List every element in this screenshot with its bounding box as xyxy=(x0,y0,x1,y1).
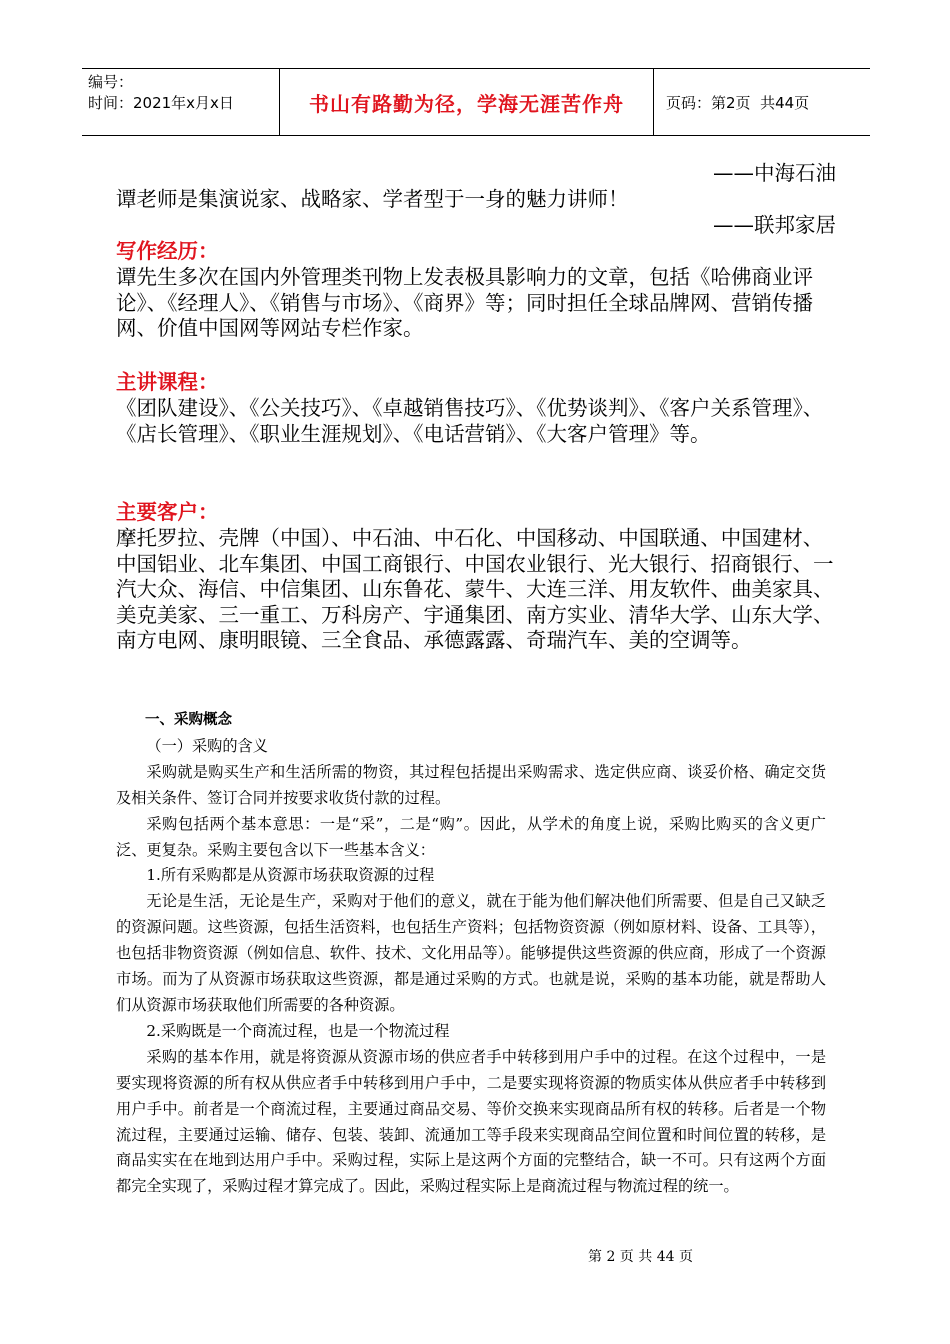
clients-body: 摩托罗拉、壳牌（中国）、中石油、中石化、中国移动、中国联通、中国建材、中国铝业、北车集团、中国工商银行、中国农业银行、光大银行、招商银行、一汽大众、海信、中信集团、山东鲁花、蒙牛、大连三洋、用友软件、曲美家具、美克美家、三一重工、万科房产、宇通集团、南方实业、清华大学、山东大学、南方电网、康明眼镜、三全食品、承德露露、奇瑞汽车、美的空调等。 xyxy=(116,526,834,653)
attribution-1: ——中海石油 xyxy=(713,161,836,185)
header-info-cell xyxy=(82,69,280,135)
time-label: 时间：2021年x月x日 xyxy=(88,94,234,112)
testimonial-quote: 谭老师是集演说家、战略家、学者型于一身的魅力讲师！ xyxy=(116,187,629,211)
paragraph: 采购就是购买生产和生活所需的物资，其过程包括提出采购需求、选定供应商、谈妥价格、确定交货及相关条件、签订合同并按要求收货付款的过程。 xyxy=(116,762,826,807)
courses-heading: 主讲课程： xyxy=(116,370,219,394)
writing-body: 谭先生多次在国内外管理类刊物上发表极具影响力的文章，包括《哈佛商业评论》、《经理人》、《销售与市场》、《商界》等；同时担任全球品牌网、营销传播网、价值中国网等网站专栏作家。 xyxy=(116,265,813,341)
clients-heading: 主要客户： xyxy=(116,500,219,524)
number-label: 编号： xyxy=(88,73,134,91)
point-heading: 2.采购既是一个商流过程，也是一个物流过程 xyxy=(146,1021,450,1040)
header-page-label: 页码：第2页 共44页 xyxy=(666,93,810,112)
page-header xyxy=(82,68,870,136)
page-footer: 第 2 页 共 44 页 xyxy=(588,1249,693,1265)
paragraph: 无论是生活，无论是生产，采购对于他们的意义，就在于能为他们解决他们所需要、但是自己又缺乏的资源问题。这些资源，包括生活资料，也包括生产资料；包括物资资源（例如原材料、设备、工具等），也包括非物资资源（例如信息、软件、技术、文化用品等）。能够提供这些资源的供应商，形成了一个资源市场。而为了从资源市场获取这些资源，都是通过采购的方式。也就是说，采购的基本功能，就是帮助人们从资源市场获取他们所需要的各种资源。 xyxy=(116,892,826,1014)
paragraph: 采购包括两个基本意思：一是“采”，二是“购”。因此，从学术的角度上说，采购比购买的含义更广泛、更复杂。采购主要包含以下一些基本含义： xyxy=(116,814,826,859)
header-motto: 书山有路勤为径，学海无涯苦作舟 xyxy=(280,69,654,135)
writing-heading: 写作经历： xyxy=(116,239,219,263)
attribution-2: ——联邦家居 xyxy=(713,213,836,237)
paragraph: 采购的基本作用，就是将资源从资源市场的供应者手中转移到用户手中的过程。在这个过程中，一是要实现将资源的所有权从供应者手中转移到用户手中，二是要实现将资源的物质实体从供应者手中转移到用户手中。前者是一个商流过程，主要通过商品交易、等价交换来实现商品所有权的转移。后者是一个物流过程，主要通过运输、储存、包装、装卸、流通加工等手段来实现商品空间位置和时间位置的转移，是商品实实在在地到达用户手中。采购过程，实际上是这两个方面的完整结合，缺一不可。只有这两个方面都完全实现了，采购过程才算完成了。因此，采购过程实际上是商流过程与物流过程的统一。 xyxy=(116,1047,826,1196)
article-body xyxy=(116,708,826,1200)
subsection-title: （一）采购的含义 xyxy=(146,736,268,755)
courses-body: 《团队建设》、《公关技巧》、《卓越销售技巧》、《优势谈判》、《客户关系管理》、《店长管理》、《职业生涯规划》、《电话营销》、《大客户管理》等。 xyxy=(116,396,824,446)
section-title: 一、采购概念 xyxy=(145,712,232,728)
point-heading: 1.所有采购都是从资源市场获取资源的过程 xyxy=(146,866,435,885)
